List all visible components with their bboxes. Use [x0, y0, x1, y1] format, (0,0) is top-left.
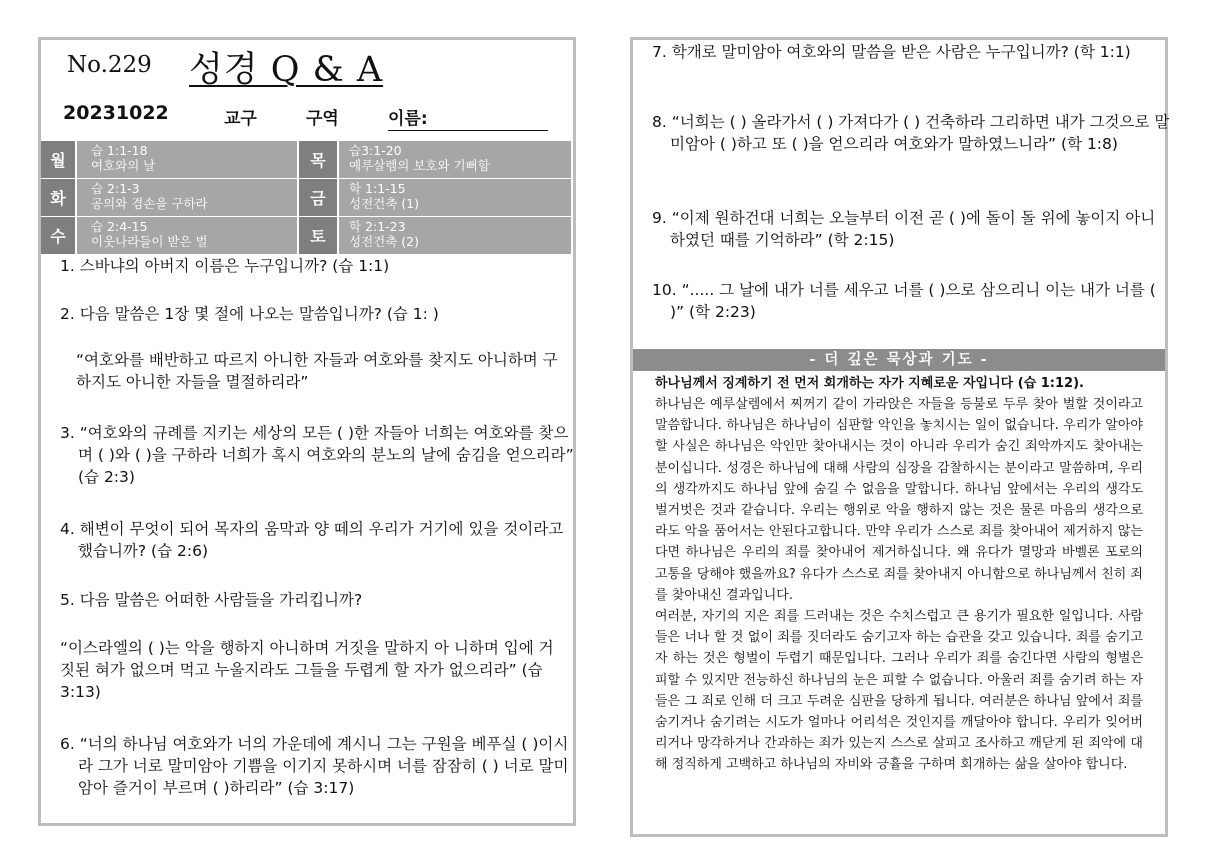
schedule-row — [41, 217, 573, 254]
schedule-ref: 학 1:1-15 — [349, 181, 406, 196]
name-field: 이름: — [388, 104, 548, 131]
schedule-ref: 습 2:1-3 — [91, 181, 140, 196]
schedule-title: 공의와 겸손을 구하라 — [91, 196, 208, 211]
schedule-title: 성전건축 (1) — [349, 196, 419, 211]
schedule-day: 목 — [299, 141, 337, 178]
question-5-quote: “이스라엘의 ( )는 악을 행하지 아니하며 거짓을 말하지 아 니하며 입에 거짓된 혀가 없으며 먹고 누울지라도 그들을 두렵게 할 자가 없으리라” (습 3:13) — [60, 639, 554, 701]
reading-schedule — [41, 141, 573, 255]
schedule-day: 금 — [299, 179, 337, 216]
question-8: 8. “너희는 ( ) 올라가서 ( ) 가져다가 ( ) 건축하라 그리하면 내가 그것으로 말미암아 ( )하고 또 ( )을 얻으리라 여호와가 말하였느니라” (학 1:8) — [652, 113, 1170, 153]
meditation-body — [655, 394, 1143, 776]
schedule-cell — [339, 141, 571, 178]
schedule-day: 수 — [41, 217, 75, 254]
question-10: 10. “..... 그 날에 내가 너를 세우고 너를 ( )으로 삼으리니 이는 내가 너를 ( )” (학 2:23) — [652, 281, 1156, 321]
issue-date: 20231022 — [63, 102, 169, 124]
page-title: 성경 Q & A — [189, 50, 384, 90]
meditation-title-bar: - 더 깊은 묵상과 기도 - — [633, 349, 1165, 371]
question-4: 4. 해변이 무엇이 되어 목자의 움막과 양 떼의 우리가 거기에 있을 것이라고 했습니까? (습 2:6) — [60, 520, 564, 560]
question-3: 3. “여호와의 규례를 지키는 세상의 모든 ( )한 자들아 너희는 여호와를 찾으며 ( )와 ( )을 구하라 너희가 혹시 여호와의 분노의 날에 숨김을 얻으리라” (습 2:3) — [60, 424, 574, 486]
schedule-cell — [339, 217, 571, 254]
schedule-ref: 습 2:4-15 — [91, 219, 148, 234]
schedule-title: 이웃나라들이 받은 벌 — [91, 234, 208, 249]
district-label: 교구 — [224, 109, 257, 129]
schedule-row — [41, 179, 573, 216]
schedule-day: 토 — [299, 217, 337, 254]
question-9: 9. “이제 원하건대 너희는 오늘부터 이전 곧 ( )에 돌이 돌 위에 놓이지 아니하였던 때를 기억하라” (학 2:15) — [652, 209, 1156, 249]
schedule-day: 월 — [41, 141, 75, 178]
question-5: 5. 다음 말씀은 어떠한 사람들을 가리킵니까? — [60, 591, 363, 609]
schedule-cell — [77, 141, 297, 178]
schedule-ref: 습 1:1-18 — [91, 143, 148, 158]
issue-number: No.229 — [67, 52, 152, 78]
question-1: 1. 스바냐의 아버지 이름은 누구입니까? (습 1:1) — [60, 257, 390, 275]
question-6: 6. “너의 하나님 여호와가 너의 가운데에 계시니 그는 구원을 베푸실 ( )이시라 그가 너로 말미암아 기쁨을 이기지 못하시며 너를 잠잠히 ( ) 너로 말미암아 즐거이 부르며 ( )하리라” (습 3:17) — [60, 735, 569, 797]
schedule-ref: 습3:1-20 — [349, 143, 402, 158]
section-label: 구역 — [306, 109, 339, 129]
schedule-title: 예루살렘의 보호와 기뻐함 — [349, 158, 490, 173]
question-2-quote: “여호와를 배반하고 따르지 아니한 자들과 여호와를 찾지도 아니하며 구하지도 아니한 자들을 멸절하리라” — [76, 351, 558, 391]
question-2: 2. 다음 말씀은 1장 몇 절에 나오는 말씀입니까? (습 1: ) — [60, 305, 439, 323]
meditation-paragraph: 여러분, 자기의 지은 죄를 드러내는 것은 수치스럽고 큰 용기가 필요한 일입니다. 사람들은 너나 할 것 없이 죄를 짓더라도 숨기고자 하는 습관을 갖고 있습니다. 죄를 숨기고자 하는 것은 형벌이 두렵기 때문입니다. 그러나 우리가 죄를 숨긴다면 사람의 형벌은 피할 수 있지만 전능하신 하나님의 눈은 피할 수 없습니다. 아울러 죄를 숨기려 하는 자들은 그 죄로 인해 더 크고 두려운 심판을 당하게 됩니다. 여러분은 하나님 앞에서 죄를 숨기거나 숨기려는 시도가 얼마나 어리석은 것인지를 깨달아야 합니다. 우리가 잊어버리거나 망각하거나 간과하는 죄가 있는지 스스로 살피고 조사하고 깨닫게 된 죄악에 대해 정직하게 고백하고 하나님의 자비와 긍휼을 구하며 회개하는 삶을 살아야 합니다. — [655, 609, 1143, 773]
meditation-paragraph: 하나님은 예루살렘에서 찌꺼기 같이 가라앉은 자들을 등불로 두루 찾아 벌할 것이라고 말씀합니다. 하나님은 하나님이 심판할 악인을 놓치시는 일이 없습니다. 우리가 알아야 할 사실은 하나님은 악인만 찾아내시는 것이 아니라 우리가 숨긴 죄악까지도 찾아내는 분이십니다. 성경은 하나님에 대해 사람의 심장을 감찰하시는 분이라고 말씀하며, 우리의 생각까지도 하나님 앞에 숨길 수 없음을 말합니다. 하나님 앞에서는 우리의 생각도 벌거벗은 것과 같습니다. 우리는 행위로 악을 행하지 않는 것은 물론 마음의 생각으로라도 악을 품어서는 안된다고합니다. 만약 우리가 스스로 죄를 찾아내어 제거하지 않는다면 하나님은 우리의 죄를 찾아내어 제거하십니다. 왜 유다가 멸망과 바벨론 포로의 고통을 당해야 했을까요? 유다가 스스로 죄를 찾아내지 아니함으로 하나님께서 친히 죄를 찾아내신 결과입니다. — [655, 397, 1143, 603]
schedule-row — [41, 141, 573, 178]
question-7: 7. 학개로 말미암아 여호와의 말씀을 받은 사람은 누구입니까? (학 1:1) — [652, 43, 1131, 61]
schedule-cell — [77, 217, 297, 254]
right-page — [630, 37, 1168, 837]
schedule-cell — [339, 179, 571, 216]
schedule-cell — [77, 179, 297, 216]
meditation-heading: 하나님께서 징계하기 전 먼저 회개하는 자가 지혜로운 자입니다 (습 1:12). — [655, 376, 1084, 391]
schedule-ref: 학 2:1-23 — [349, 219, 406, 234]
schedule-title: 성전건축 (2) — [349, 234, 419, 249]
left-page — [38, 37, 576, 826]
schedule-title: 여호와의 날 — [91, 158, 156, 173]
schedule-day: 화 — [41, 179, 75, 216]
